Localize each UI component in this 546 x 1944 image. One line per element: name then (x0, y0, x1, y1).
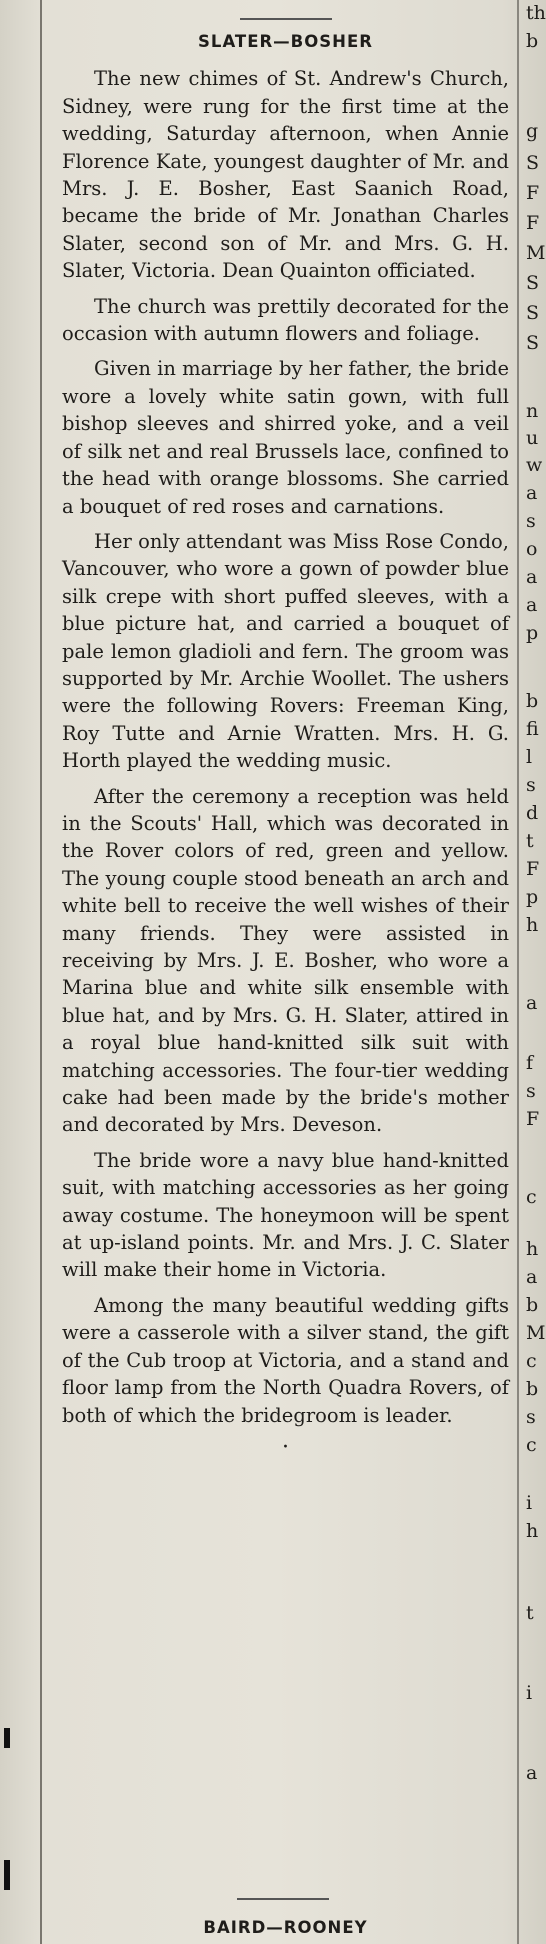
fragment-letter: c (526, 1350, 537, 1372)
fragment-letter: S (526, 332, 540, 354)
fragment-letter: u (526, 427, 539, 449)
margin-ink-mark (4, 1860, 10, 1890)
article-paragraph: The bride wore a navy blue hand-knitted suit, with matching accessories as her going away costume. The honeymoon will be spent at up-island points. Mr. and Mrs. J. C. Slater will make their home in Victoria. (62, 1148, 509, 1282)
fragment-letter: h (526, 1238, 539, 1260)
fragment-letter: a (526, 594, 538, 616)
fragment-letter: b (526, 1294, 539, 1316)
fragment-letter: M (526, 1322, 546, 1344)
column-rule-right (517, 0, 519, 1944)
fragment-letter: o (526, 538, 538, 560)
article-paragraph: Her only attendant was Miss Rose Condo, Vancouver, who wore a gown of powder blue silk crepe with short puffed sleeves, with a blue picture hat, and carried a bouquet of pale lemon gladioli and fern. The groom was supported by Mr. Archie Woollet. The ushers were the following Rovers: Freeman King, Roy Tutte and Arnie Wratten. Mrs. H. G. Horth played the wedding music. (62, 529, 509, 773)
fragment-letter: w (526, 454, 543, 476)
fragment-letter: i (526, 1682, 533, 1704)
next-article-headline: BAIRD—ROONEY (203, 1918, 368, 1937)
fragment-letter: s (526, 1080, 536, 1102)
fragment-letter: b (526, 1378, 539, 1400)
fragment-letter: F (526, 212, 540, 234)
fragment-letter: a (526, 566, 538, 588)
fragment-letter: t (526, 1602, 534, 1624)
fragment-letter: c (526, 1186, 537, 1208)
article-paragraph: The new chimes of St. Andrew's Church, Sidney, were rung for the first time at the wedding, Saturday afternoon, when Annie Florence Kate, youngest daughter of Mr. and Mrs. J. E. Bosher, East Saanich Road, became the bride of Mr. Jonathan Charles Slater, second son of Mr. and Mrs. G. H. Slater, Victoria. Dean Quainton officiated. (62, 67, 509, 283)
fragment-letter: s (526, 1406, 536, 1428)
fragment-letter: c (526, 1434, 537, 1456)
fragment-letter: a (526, 1266, 538, 1288)
fragment-letter: h (526, 914, 539, 936)
fragment-letter: S (526, 272, 540, 294)
article-paragraph: The church was prettily decorated for the occasion with autumn flowers and foliage. (62, 294, 509, 346)
fragment-letter: S (526, 152, 540, 174)
fragment-letter: g (526, 120, 539, 142)
column-rule-left (40, 0, 42, 1944)
fragment-letter: a (526, 482, 538, 504)
article-end-mark: · (282, 1434, 289, 1460)
article-paragraph: Given in marriage by her father, the bride wore a lovely white satin gown, with full bishop sleeves and shirred yoke, and a veil of silk net and real Brussels lace, confined to the head with orange blossoms. She carried a bouquet of red roses and carnations. (62, 357, 509, 518)
headline-separator (240, 18, 332, 20)
fragment-letter: b (526, 690, 539, 712)
fragment-letter: fi (526, 718, 539, 740)
fragment-letter: p (526, 622, 539, 644)
fragment-letter: p (526, 886, 539, 908)
fragment-letter: a (526, 992, 538, 1014)
wedding-article (62, 18, 509, 1459)
fragment-letter: b (526, 30, 539, 52)
article-headline: SLATER—BOSHER (198, 32, 373, 51)
fragment-letter: th (526, 2, 546, 24)
margin-ink-mark (4, 1728, 10, 1748)
next-headline-separator (237, 1898, 329, 1900)
fragment-letter: S (526, 302, 540, 324)
fragment-letter: d (526, 802, 539, 824)
fragment-letter: F (526, 182, 540, 204)
left-margin (0, 0, 40, 1944)
adjacent-column-fragment (524, 0, 546, 1944)
fragment-letter: s (526, 774, 536, 796)
fragment-letter: t (526, 830, 534, 852)
article-paragraph: Among the many beautiful wedding gifts were a casserole with a silver stand, the gift of the Cub troop at Victoria, and a stand and floor lamp from the North Quadra Rovers, of both of which the bridegroom is leader. (62, 1293, 509, 1427)
fragment-letter: f (526, 1052, 534, 1074)
fragment-letter: F (526, 858, 540, 880)
fragment-letter: i (526, 1492, 533, 1514)
fragment-letter: n (526, 400, 539, 422)
fragment-letter: M (526, 242, 546, 264)
fragment-letter: F (526, 1108, 540, 1130)
fragment-letter: h (526, 1520, 539, 1542)
fragment-letter: l (526, 746, 533, 768)
fragment-letter: a (526, 1762, 538, 1784)
article-paragraph: After the ceremony a reception was held in the Scouts' Hall, which was decorated in the Rover colors of red, green and yellow. The young couple stood beneath an arch and white bell to receive the well wishes of their many friends. They were assisted in receiving by Mrs. J. E. Bosher, who wore a Marina blue and white silk ensemble with blue hat, and by Mrs. G. H. Slater, attired in a royal blue hand-knitted silk suit with matching accessories. The four-tier wedding cake had been made by the bride's mother and decorated by Mrs. Deveson. (62, 784, 509, 1137)
fragment-letter: s (526, 510, 536, 532)
